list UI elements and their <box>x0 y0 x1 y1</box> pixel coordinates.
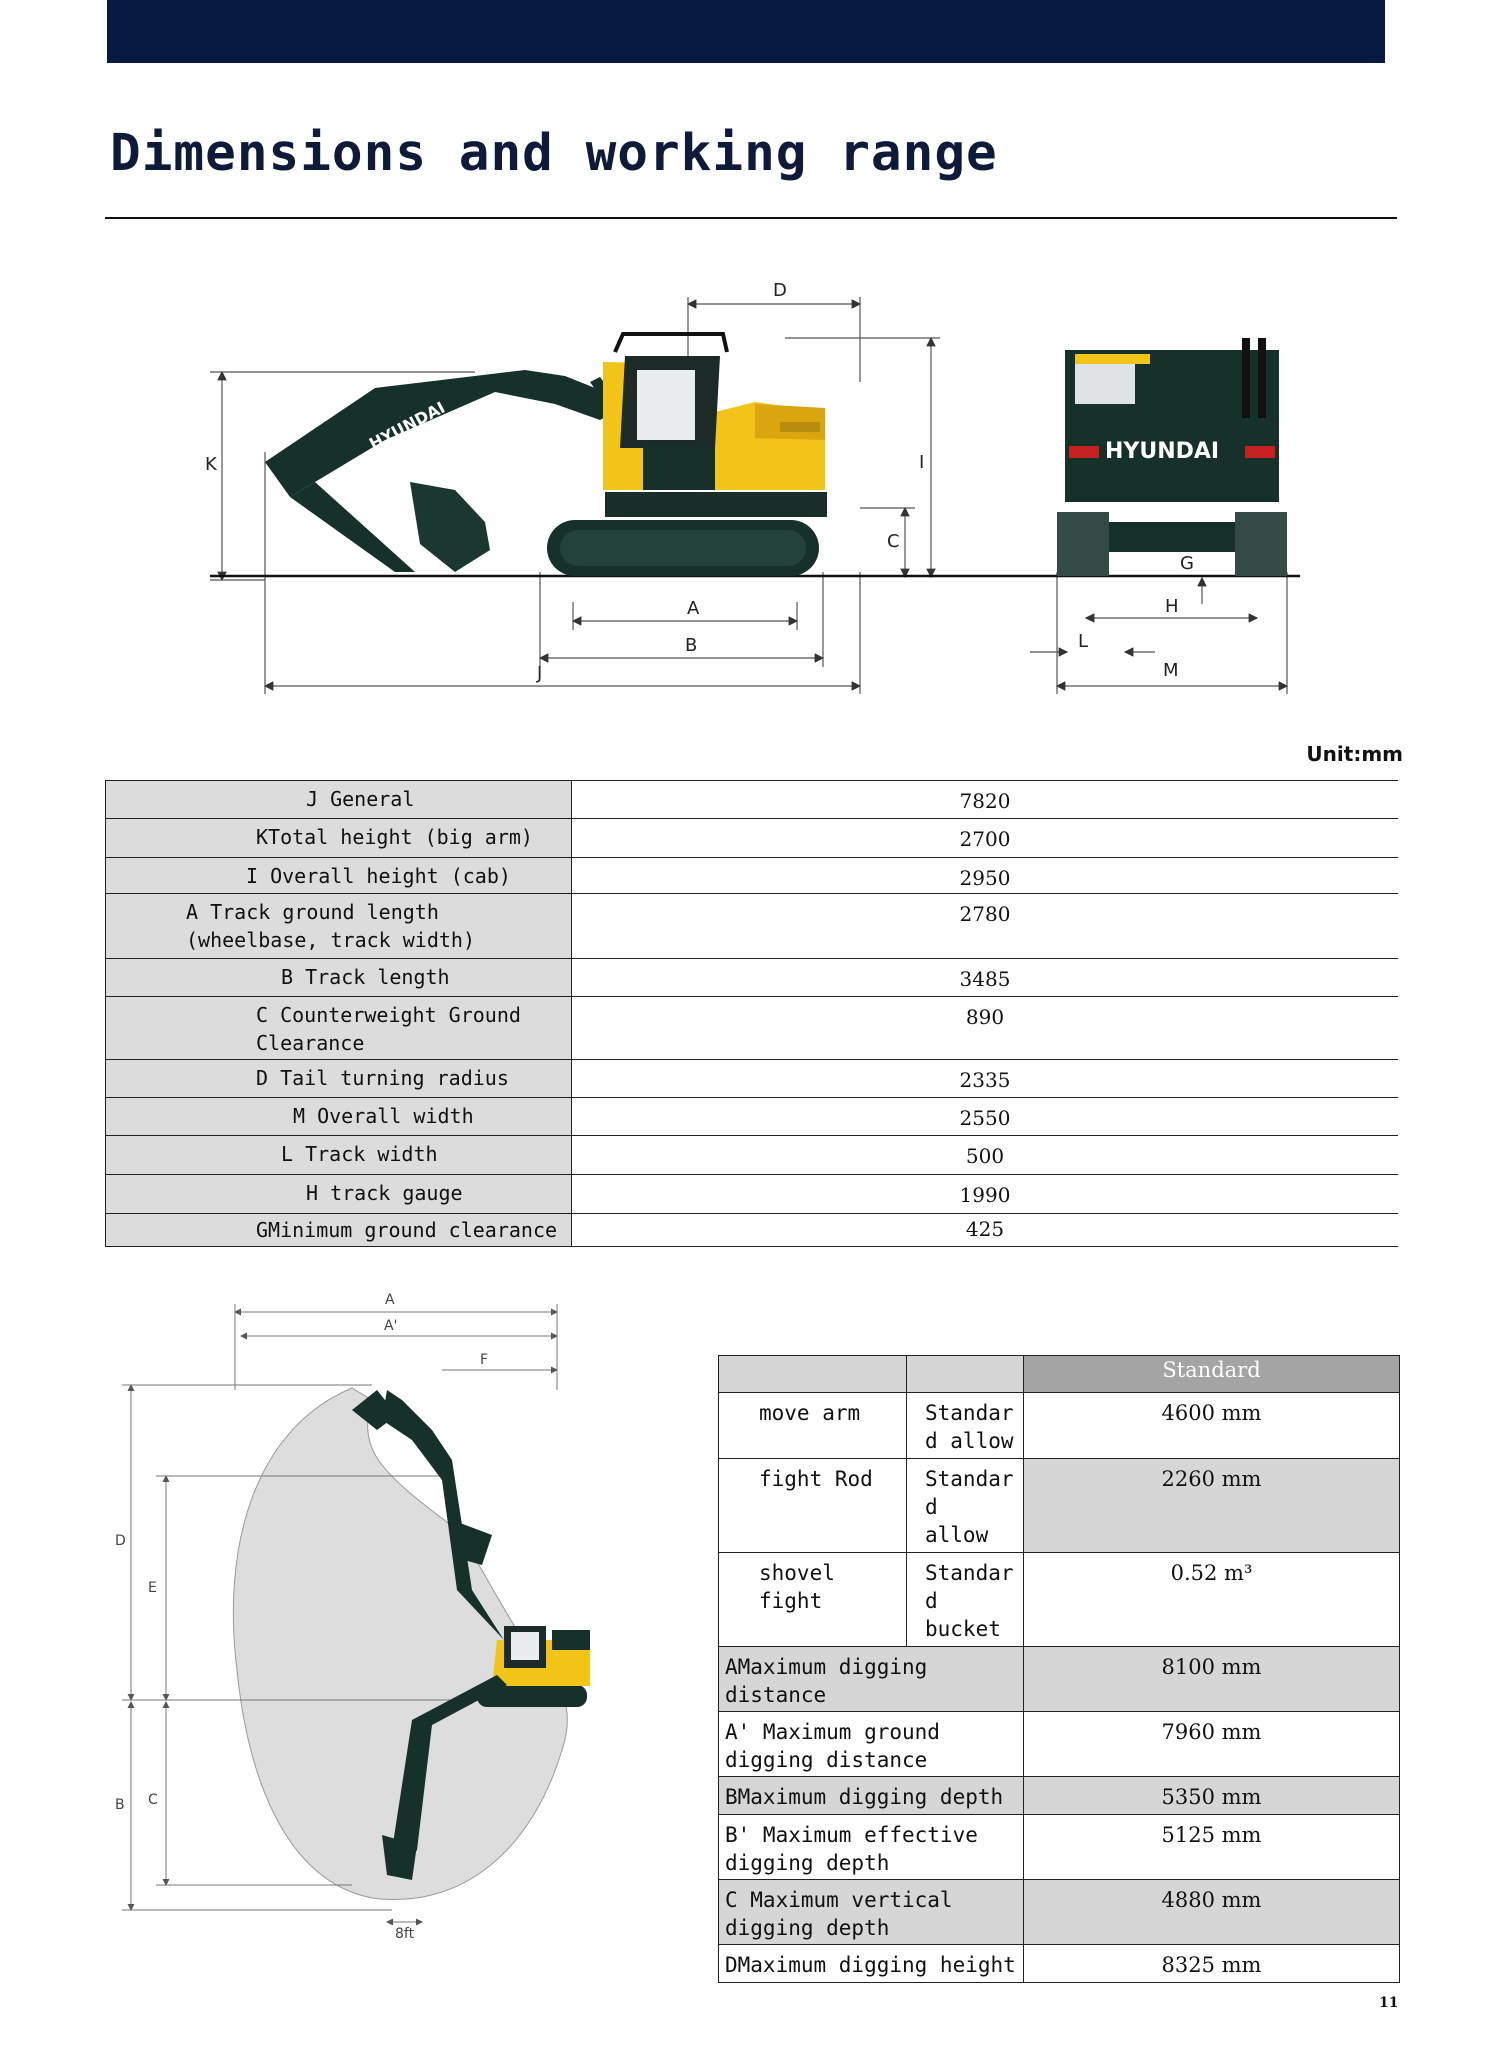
row-value: 2950 <box>572 858 1399 894</box>
row-value: 7820 <box>572 781 1399 819</box>
header-cell-empty <box>907 1356 1024 1393</box>
row-value: 1990 <box>572 1175 1399 1214</box>
row-label: A' Maximum ground digging distance <box>719 1712 1024 1777</box>
unit-label: Unit:mm <box>1306 742 1403 766</box>
dim-letter-b: B <box>685 635 698 656</box>
table-row <box>719 1553 1400 1647</box>
range-letter-e: E <box>148 1580 157 1596</box>
table-row <box>106 1098 1399 1136</box>
dim-letter-a: A <box>687 598 700 619</box>
row-label: B Track length <box>106 959 572 997</box>
header-bar <box>107 0 1385 63</box>
row-label: D Tail turning radius <box>106 1060 572 1098</box>
table-row <box>106 1175 1399 1214</box>
table-row <box>719 1880 1400 1945</box>
table-row <box>719 1777 1400 1815</box>
working-range-table <box>718 1355 1400 1983</box>
page-title: Dimensions and working range <box>110 124 998 183</box>
range-letter-f: F <box>480 1352 489 1368</box>
dim-letter-l: L <box>1078 631 1089 652</box>
row-label: GMinimum ground clearance <box>106 1214 572 1247</box>
config-spec: Standard allow <box>907 1459 1024 1553</box>
dimensions-table <box>105 780 1398 1247</box>
row-value: 5125 mm <box>1024 1815 1400 1880</box>
table-row <box>719 1393 1400 1459</box>
row-label: DMaximum digging height <box>719 1945 1024 1983</box>
header-cell-empty <box>719 1356 907 1393</box>
row-label: H track gauge <box>106 1175 572 1214</box>
row-value: 500 <box>572 1136 1399 1175</box>
table-row <box>106 959 1399 997</box>
row-value: 2700 <box>572 819 1399 858</box>
range-letter-c: C <box>148 1792 158 1808</box>
table-row <box>106 781 1399 819</box>
table-row <box>106 858 1399 894</box>
scale-label: 8ft <box>395 1926 415 1940</box>
table-row <box>106 1136 1399 1175</box>
page-number: 11 <box>1379 1995 1399 2011</box>
header-standard: Standard <box>1024 1356 1400 1393</box>
working-range-diagram <box>112 1290 644 1940</box>
config-spec: Standard allow <box>907 1393 1024 1459</box>
row-value: 8325 mm <box>1024 1945 1400 1983</box>
row-value: 425 <box>572 1214 1399 1247</box>
row-label: M Overall width <box>106 1098 572 1136</box>
svg-text:HYUNDAI: HYUNDAI <box>1105 439 1220 464</box>
table-row <box>106 819 1399 858</box>
table-header-row <box>719 1356 1400 1393</box>
config-value: 2260 mm <box>1024 1459 1400 1553</box>
dim-letter-j: J <box>537 663 543 684</box>
table-row <box>719 1712 1400 1777</box>
row-value: 7960 mm <box>1024 1712 1400 1777</box>
row-value: 3485 <box>572 959 1399 997</box>
config-name: shovel fight <box>719 1553 907 1647</box>
row-label: B' Maximum effective digging depth <box>719 1815 1024 1880</box>
row-label: C Maximum vertical digging depth <box>719 1880 1024 1945</box>
excavator-side-view-icon <box>265 334 827 576</box>
table-row <box>719 1459 1400 1553</box>
row-value: 2780 <box>572 894 1399 959</box>
range-letter-b: B <box>115 1797 125 1813</box>
dim-letter-h: H <box>1165 596 1179 617</box>
row-label: BMaximum digging depth <box>719 1777 1024 1815</box>
table-row <box>106 1214 1399 1247</box>
dim-letter-g: G <box>1180 553 1194 574</box>
range-letter-d: D <box>115 1533 126 1549</box>
table-row <box>719 1815 1400 1880</box>
row-value: 2550 <box>572 1098 1399 1136</box>
excavator-rear-view-icon <box>1057 338 1287 576</box>
table-row <box>719 1945 1400 1983</box>
dim-letter-c: C <box>887 531 900 552</box>
config-value: 0.52 m³ <box>1024 1553 1400 1647</box>
working-range-drawing <box>112 1290 644 1940</box>
config-name: fight Rod <box>719 1459 907 1553</box>
row-value: 890 <box>572 997 1399 1060</box>
table-row <box>106 894 1399 959</box>
range-letter-a-prime: A' <box>384 1318 398 1334</box>
row-value: 8100 mm <box>1024 1647 1400 1712</box>
config-spec: Standard bucket <box>907 1553 1024 1647</box>
row-label: J General <box>106 781 572 819</box>
row-label: A Track ground length (wheelbase, track width) <box>106 894 572 959</box>
range-letter-a: A <box>385 1292 395 1308</box>
row-label: I Overall height (cab) <box>106 858 572 894</box>
row-label: KTotal height (big arm) <box>106 819 572 858</box>
excavator-dimension-diagram <box>195 272 1305 712</box>
table-row <box>106 1060 1399 1098</box>
row-label: AMaximum digging distance <box>719 1647 1024 1712</box>
dim-letter-k: K <box>205 454 217 475</box>
config-name: move arm <box>719 1393 907 1459</box>
svg-text:HYUNDAI: HYUNDAI <box>365 397 449 454</box>
dim-letter-i: I <box>919 452 925 473</box>
row-value: 5350 mm <box>1024 1777 1400 1815</box>
table-row <box>106 997 1399 1060</box>
row-value: 4880 mm <box>1024 1880 1400 1945</box>
table-row <box>719 1647 1400 1712</box>
dim-letter-m: M <box>1163 660 1179 681</box>
config-value: 4600 mm <box>1024 1393 1400 1459</box>
row-label: C Counterweight Ground Clearance <box>106 997 572 1060</box>
dimension-drawing <box>195 272 1305 712</box>
row-value: 2335 <box>572 1060 1399 1098</box>
row-label: L Track width <box>106 1136 572 1175</box>
dim-letter-d: D <box>773 280 787 301</box>
title-divider <box>105 217 1397 219</box>
